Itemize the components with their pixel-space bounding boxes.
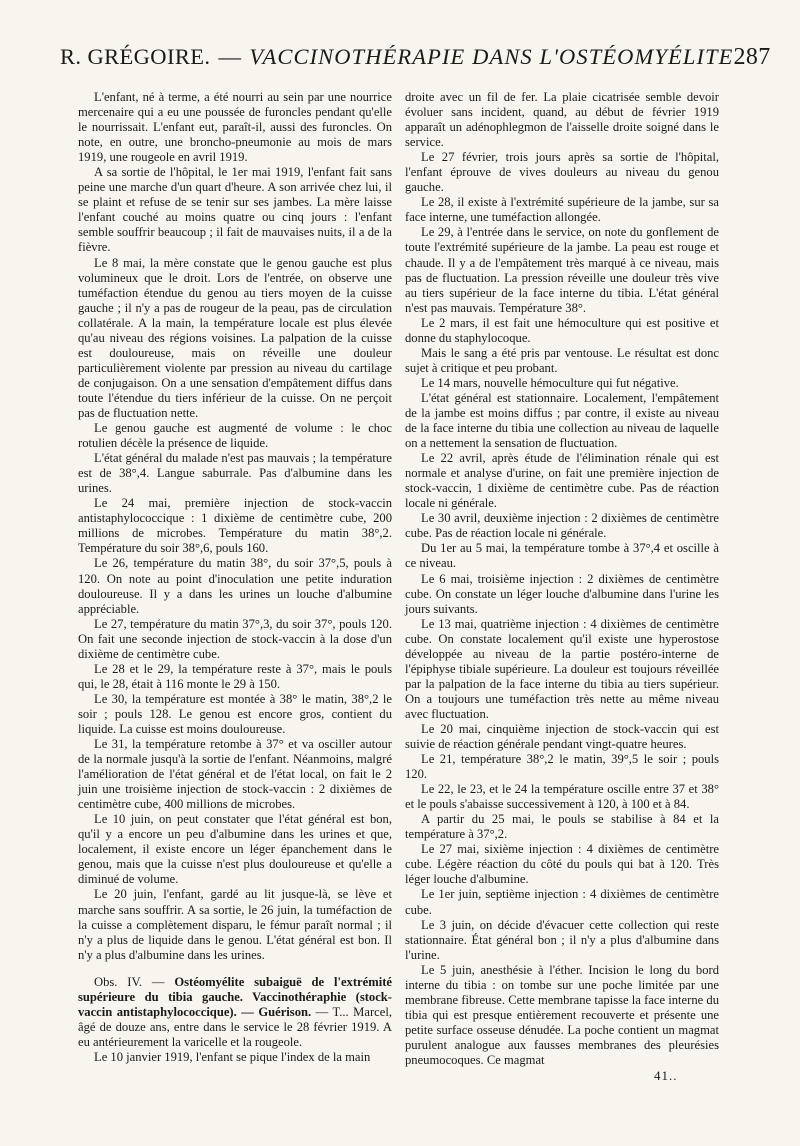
paragraph: Le 13 mai, quatrième injection : 4 dixièmes de centimètre cube. On constate localement qu'il existe une hyperostose développée au niveau de la partie postéro-interne de l'épiphyse tibiale supérieure. La douleur est toujours réveillée par la palpation de la face interne du tibia au tiers supérieur. On a toujours une tuméfaction très nette au même niveau avec fluctuation. bbox=[405, 616, 719, 721]
left-column bbox=[78, 90, 392, 1065]
paragraph: Le 29, à l'entrée dans le service, on note du gonflement de toute l'extrémité supérieure de la jambe. La peau est rouge et chaude. Il y a de l'empâtement très marqué à ce niveau, mais pas de fluctuation. La pression réveille une douleur très vive au tiers supérieur de la face interne du tibia. L'état général n'est pas mauvais. Température 38°. bbox=[405, 225, 719, 315]
paragraph: Mais le sang a été pris par ventouse. Le résultat est donc sujet à critique et peu probant. bbox=[405, 345, 719, 375]
signature-mark: 41.. bbox=[654, 1068, 678, 1083]
paragraph: Le 28, il existe à l'extrémité supérieure de la jambe, sur sa face interne, une tuméfaction allongée. bbox=[405, 195, 719, 225]
paragraph: Le 20 juin, l'enfant, gardé au lit jusque-là, se lève et marche sans souffrir. A sa sortie, le 26 juin, la tuméfaction de la cuisse a complètement disparu, le fémur paraît normal ; il n'y a plus de liquide dans le genou. L'état général est bon. Il n'y a plus d'albumine dans les urines. bbox=[78, 887, 392, 962]
paragraph: L'enfant, né à terme, a été nourri au sein par une nourrice mercenaire qui a eu une poussée de furoncles pendant qu'elle le nourrissait. L'enfant eut, paraît-il, aussi des furoncles. On note, en outre, une broncho-pneumonie au mois de mars 1919, une rougeole en avril 1919. bbox=[78, 90, 392, 165]
observation-heading bbox=[78, 975, 392, 1050]
paragraph: Le 21, température 38°,2 le matin, 39°,5 le soir ; pouls 120. bbox=[405, 752, 719, 782]
paragraph: Le 24 mai, première injection de stock-vaccin antistaphylococcique : 1 dixième de centimètre cube, 200 millions de microbes. Température du matin 38°,2. Température du soir 38°,6, pouls 160. bbox=[78, 496, 392, 556]
paragraph: Le 5 juin, anesthésie à l'éther. Incision le long du bord interne du tibia : on tombe sur une poche limitée par une membrane fibreuse. Cette membrane tapisse la face interne du tibia qui est presque entièrement recouverte et présente une petite surface osseuse dénudée. La poche contient un magmat purulent analogue aux fausses membranes des pleurésies pneumocoques. Ce magmat bbox=[405, 962, 719, 1067]
running-header bbox=[60, 44, 771, 80]
paragraph: Le 6 mai, troisième injection : 2 dixièmes de centimètre cube. On constate un léger louche d'albumine dans l'urine les jours suivants. bbox=[405, 571, 719, 616]
paragraph: Le 2 mars, il est fait une hémoculture qui est positive et donne du staphylocoque. bbox=[405, 315, 719, 345]
paragraph: L'état général du malade n'est pas mauvais ; la température est de 38°,4. Langue saburrale. Pas d'albumine dans les urines. bbox=[78, 451, 392, 496]
paragraph: Le genou gauche est augmenté de volume : le choc rotulien décèle la présence de liquide. bbox=[78, 421, 392, 451]
paragraph: Du 1er au 5 mai, la température tombe à 37°,4 et oscille à ce niveau. bbox=[405, 541, 719, 571]
paragraph: Le 27, température du matin 37°,3, du soir 37°, pouls 120. On fait une seconde injection de stock-vaccin à la dose d'un dixième de centimètre cube. bbox=[78, 616, 392, 661]
paragraph: Le 27 mai, sixième injection : 4 dixièmes de centimètre cube. Légère réaction du côté du pouls qui bat à 120. Très léger louche d'albumine. bbox=[405, 842, 719, 887]
paragraph: Le 1er juin, septième injection : 4 dixièmes de centimètre cube. bbox=[405, 887, 719, 917]
observation-title: Ostéomyélite subaiguë de l'extrémité supérieure du tibia gauche. Vaccinothéraphie (stock-vaccin antistaphylococcique). — Guérison. bbox=[78, 974, 392, 1019]
paragraph: A partir du 25 mai, le pouls se stabilise à 84 et la température à 37°,2. bbox=[405, 812, 719, 842]
paragraph: Le 31, la température retombe à 37° et va osciller autour de la normale jusqu'à la sortie de l'enfant. Néanmoins, malgré l'amélioration de l'état général et de l'état local, on fait le 2 juin une troisième injection de stock-vaccin : 2 dixièmes de centimètre cube, 400 millions de microbes. bbox=[78, 737, 392, 812]
paragraph: Le 10 juin, on peut constater que l'état général est bon, qu'il y a encore un peu d'albumine dans les urines et que, localement, il existe encore un léger épanchement dans le genou, mais que la cuisse n'est plus douloureuse et qu'elle a diminué de volume. bbox=[78, 812, 392, 887]
observation-text: — T... Marcel, âgé de douze ans, entre dans le service le 28 février 1919. A eu antérieurement la varicelle et la rougeole. bbox=[78, 1004, 392, 1049]
paragraph: Le 20 mai, cinquième injection de stock-vaccin qui est suivie de réaction générale pendant vingt-quatre heures. bbox=[405, 721, 719, 752]
paragraph: Le 28 et le 29, la température reste à 37°, mais le pouls qui, le 28, était à 116 monte le 29 à 150. bbox=[78, 661, 392, 691]
paragraph: Le 10 janvier 1919, l'enfant se pique l'index de la main bbox=[94, 1049, 371, 1064]
observation-label: Obs. IV. — bbox=[94, 974, 165, 989]
paragraph: droite avec un fil de fer. La plaie cicatrisée semble devoir évoluer sans incident, quand, au début de février 1919 apparaît un adénophlegmon de l'aisselle droite soigné dans le service. bbox=[405, 90, 719, 150]
paragraph: Le 14 mars, nouvelle hémoculture qui fut négative. bbox=[421, 375, 679, 390]
paragraph: L'état général est stationnaire. Localement, l'empâtement de la jambe est moins diffus ; par contre, il existe au niveau de la face interne du tibia une collection au niveau de laquelle on a nettement la sensation de fluctuation. bbox=[405, 390, 719, 451]
paragraph: Le 8 mai, la mère constate que le genou gauche est plus volumineux que le droit. Lors de l'entrée, on observe une tuméfaction étendue du genou au tiers moyen de la cuisse gauche ; il n'y a pas de rougeur de la peau, pas de circulation collatérale. A la main, la température locale est plus élevée qu'au niveau des régions voisines. La palpation de la cuisse est douloureuse, mais on réveille une douleur particulièrement violente par pression au niveau du cartilage de conjugaison. On a une sensation d'empâtement diffus dans toute l'étendue du tiers inférieur de la cuisse. On ne perçoit pas de fluctuation nette. bbox=[78, 255, 392, 420]
header-separator: — bbox=[218, 44, 242, 69]
paragraph: Le 30 avril, deuxième injection : 2 dixièmes de centimètre cube. Pas de réaction locale ni générale. bbox=[405, 511, 719, 541]
header-author: R. GRÉGOIRE. bbox=[60, 44, 211, 69]
header-title: VACCINOTHÉRAPIE DANS L'OSTÉOMYÉLITE bbox=[249, 44, 734, 69]
paragraph: A sa sortie de l'hôpital, le 1er mai 1919, l'enfant fait sans peine une marche d'un quart d'heure. A son arrivée chez lui, il se plaint et refuse de se tenir sur ses jambes. La mère laisse l'enfant couché au moins quatre ou cinq jours : l'enfant semble souffrir beaucoup ; il fait de mauvaises nuits, il a de la fièvre. bbox=[78, 165, 392, 255]
paragraph: Le 3 juin, on décide d'évacuer cette collection qui reste stationnaire. État général bon ; il n'y a plus d'albumine dans l'urine. bbox=[405, 917, 719, 962]
paragraph: Le 30, la température est montée à 38° le matin, 38°,2 le soir ; pouls 128. Le genou est encore gros, contient du liquide. La cuisse est moins douloureuse. bbox=[78, 691, 392, 736]
paragraph: Le 22, le 23, et le 24 la température oscille entre 37 et 38° et le pouls s'abaisse successivement à 120, à 100 et à 84. bbox=[405, 782, 719, 812]
paragraph: Le 26, température du matin 38°, du soir 37°,5, pouls à 120. On note au point d'inoculation une petite induration douloureuse. Il y a dans les urines un louche d'albumine appréciable. bbox=[78, 556, 392, 616]
paragraph: Le 27 février, trois jours après sa sortie de l'hôpital, l'enfant éprouve de vives douleurs au niveau du genou gauche. bbox=[405, 150, 719, 195]
page-number: 287 bbox=[733, 44, 771, 70]
paragraph: Le 22 avril, après étude de l'élimination rénale qui est normale et analyse d'urine, on fait une première injection de stock-vaccin, 1 dixième de centimètre cube. Pas de réaction locale ni générale. bbox=[405, 451, 719, 511]
right-column bbox=[405, 90, 719, 1068]
